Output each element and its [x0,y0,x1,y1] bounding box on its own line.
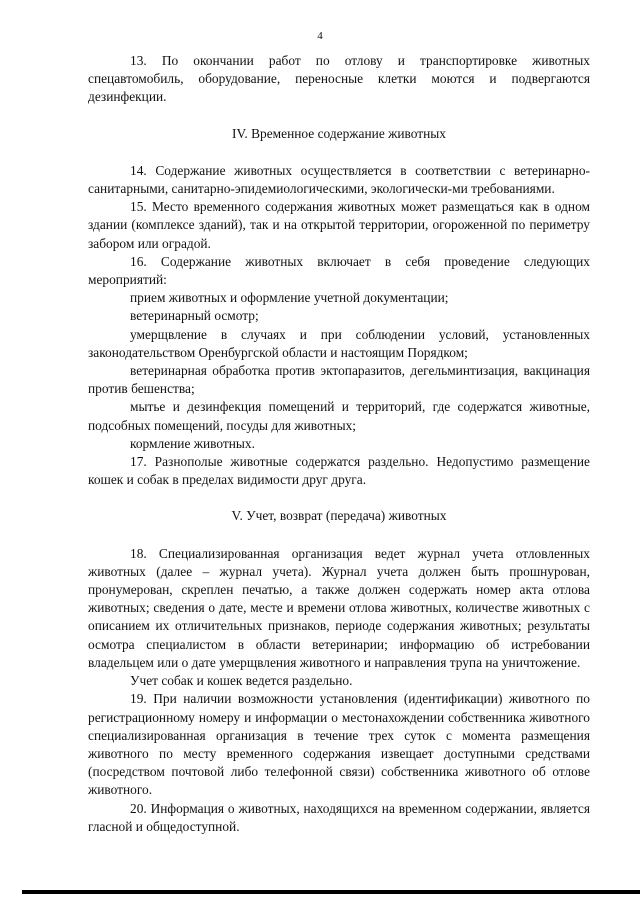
document-body [88,52,590,836]
paragraph: мытье и дезинфекция помещений и территорий, где содержатся животные, подсобных помещений, посуды для животных; [88,399,590,433]
paragraph: 18. Специализированная организация ведет журнал учета отловленных животных (далее – журнал учета). Журнал учета должен быть прошнурован, пронумерован, скреплен печатью, а также должен содержать номер акта отлова животных; сведения о дате, месте и времени отлова животных, количестве животных с описанием их отличительных признаков, периоде содержания животных; результаты осмотра специалистом в области ветеринарии; информацию об истребовании владельцем или о дате умерщвления животного и направления трупа на уничтожение. [88,545,590,670]
paragraph: 13. По окончании работ по отлову и транспортировке животных спецавтомобиль, оборудование, переносные клетки моются и подвергаются дезинфекции. [88,53,590,105]
section-heading: V. Учет, возврат (передача) животных [231,508,447,524]
paragraph: прием животных и оформление учетной документации; [130,290,449,306]
paragraph: 17. Разнополые животные содержатся раздельно. Недопустимо размещение кошек и собак в пределах видимости друг друга. [88,454,590,488]
section-heading: IV. Временное содержание животных [232,125,446,141]
page-number: 4 [317,30,323,42]
paragraph: 14. Содержание животных осуществляется в соответствии с ветеринарно-санитарными, санитарно-эпидемиологическими, экологически-ми требованиями. [88,162,590,197]
paragraph: ветеринарный осмотр; [130,308,259,324]
paragraph: 16. Содержание животных включает в себя проведение следующих мероприятий: [88,253,590,288]
paragraph: кормление животных. [130,435,255,451]
page-bottom-rule [22,890,640,894]
paragraph: Учет собак и кошек ведется раздельно. [130,673,353,689]
paragraph: 15. Место временного содержания животных может размещаться как в одном здании (комплексе зданий), так и на открытой территории, огороженной по периметру забором или оградой. [88,199,590,251]
paragraph: 19. При наличии возможности установления (идентификации) животного по регистрационному номеру и информации о местонахождении собственника животного специализированная организация в течение трех суток с момента размещения животного по месту временного содержания извещает доступными средствами (посредством почтовой либо телефонной связи) собственника животного об отлове животного. [88,691,590,798]
paragraph: 20. Информация о животных, находящихся на временном содержании, является гласной и общедоступной. [88,800,590,834]
paragraph: умерщвление в случаях и при соблюдении условий, установленных законодательством Оренбургской области и настоящим Порядком; [88,326,590,360]
paragraph: ветеринарная обработка против эктопаразитов, дегельминтизация, вакцинация против бешенства; [88,363,590,397]
